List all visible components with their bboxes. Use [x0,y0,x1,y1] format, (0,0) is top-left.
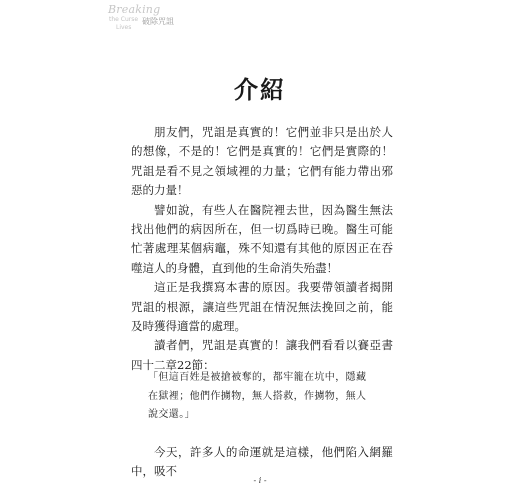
paragraph: 譬如說，有些人在醫院裡去世，因為醫生無法找出他們的病因所在，但一切爲時已晚。醫生可能忙著處理某個病竈，殊不知還有其他的原因正在吞噬這人的身體，直到他的生命消失殆盡！ [131,202,393,275]
quote-line: 在獄裡；他們作擄物，無人搭救，作擄物，無人 [148,390,367,402]
logo-text-line3: Lives [116,24,132,31]
quote-line: 說交還。」 [148,409,195,420]
paragraph: 讀者們，咒詛是真實的！讓我們看看以賽亞書四十二章22節： [131,338,393,372]
logo-chinese-title: 破除咒詛 [142,17,174,26]
paragraph: 今天，許多人的命運就是這樣，他們陷入網羅中，吸不 [131,445,393,479]
logo-text-line1: Breaking [108,3,161,16]
scripture-quote [148,369,398,425]
paragraph: 這正是我撰寫本書的原因。我要帶領讀者揭開咒詛的根源，讓這些咒詛在情況無法挽回之前，能及時獲得適當的處理。 [131,280,393,334]
chapter-title: 介紹 [234,75,286,104]
paragraph: 朋友們，咒詛是真實的！它們並非只是出於人的想像，不是的！它們是真實的！它們是實際的！咒詛是看不見之領域裡的力量；它們有能力帶出邪惡的力量！ [131,125,393,198]
quote-line: 「但這百姓是被搶被奪的，都牢籠在坑中，隱藏 [148,372,367,383]
body-paragraphs [131,123,393,375]
logo-text-line2: the Curse [109,16,139,23]
page-number: - i - [253,476,267,485]
book-logo [108,3,178,39]
